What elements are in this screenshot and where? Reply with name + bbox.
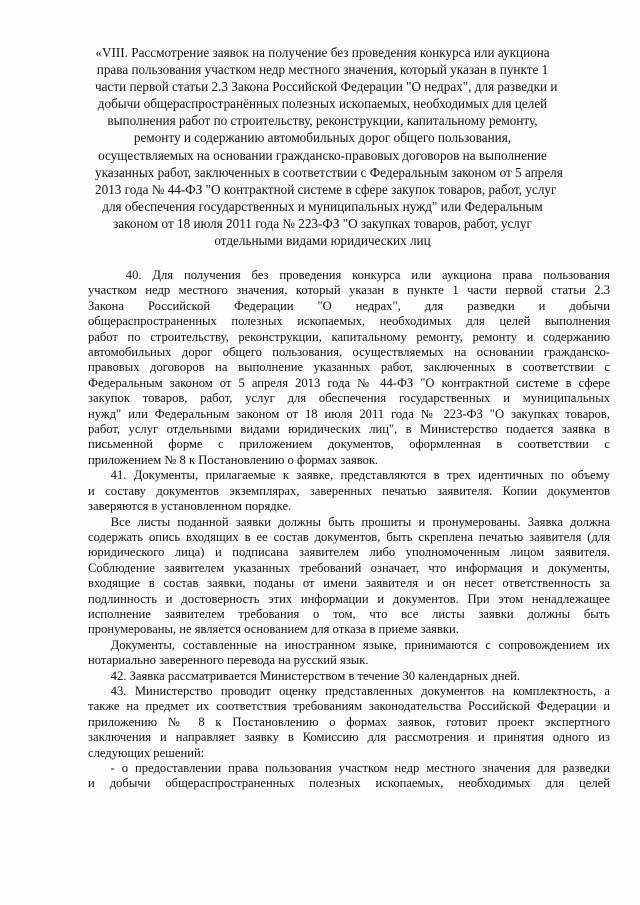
heading-line: указанных работ, заключенных в соответствии с Федеральным законом от 5 апреля [95, 164, 563, 180]
body-text-line: приложению № 8 к Постановлению о формах заявок, готовит проект экспертного [88, 714, 610, 729]
body-text-line: исполнение заявителем требования о том, что все листы заявки должны быть [88, 606, 610, 621]
body-text-line: автомобильных дорог общего пользования, осуществляемых на основании гражданско- [88, 345, 610, 360]
body-text-line: приложением № 8 к Постановлению о формах заявок. [88, 452, 379, 467]
body-text-line: работ по строительству, реконструкции, капитальному ремонту, ремонту и содержанию [88, 329, 610, 344]
heading-line: ремонту и содержанию автомобильных дорог общего пользования, [133, 130, 512, 146]
body-text-line: работ, услуг отдельными видами юридических лиц", в Министерство подается заявка в [88, 422, 610, 437]
body-text-line: Федеральным законом от 5 апреля 2013 года № 44-ФЗ "О контрактной системе в сфере [88, 375, 610, 390]
heading-line: части первой статьи 2.3 Закона Российской Федерации "О недрах", для разведки и [95, 79, 558, 95]
body-text-line: заверяются в установленном порядке. [88, 499, 292, 514]
body-text-line: также на предмет их соответствия требованиям законодательства Российской Федерации и [88, 699, 610, 714]
body-text-line: Соблюдение заявителем указанных требований означает, что информация и документы, [88, 560, 610, 575]
body-text-line: подлинность и достоверность этих информации и документов. При этом ненадлежащее [88, 591, 610, 606]
heading-line: отдельными видами юридических лиц [214, 233, 431, 249]
body-text-line: следующих решений: [88, 745, 205, 760]
heading-line: 2013 года № 44-ФЗ "О контрактной системе в сфере закупок товаров, работ, услуг [95, 181, 557, 197]
body-text-line: и составу документов экземплярах, заверенных печатью заявителя. Копии документов [88, 483, 610, 498]
heading-line: выполнения работ по строительству, реконструкции, капитальному ремонту, [107, 113, 538, 129]
body-text-line: нужд" или Федеральным законом от 18 июля 2011 года № 223-ФЗ "О закупках товаров, [88, 406, 610, 421]
body-text-line: 42. Заявка рассматривается Министерством в течение 30 календарных дней. [110, 668, 521, 683]
document-body [88, 268, 610, 792]
body-text-line: письменной форме с приложением документов, оформленная в соответствии с [88, 437, 610, 452]
body-text-line: закупок товаров, работ, услуг для обеспечения государственных и муниципальных [88, 391, 610, 406]
body-text-line: - о предоставлении права пользования участком недр местного значения для разведки [110, 761, 610, 775]
heading-line: законом от 18 июля 2011 года № 223-ФЗ "О закупках товаров, работ, услуг [113, 215, 532, 231]
body-text-line: 43. Министерство проводит оценку представленных документов на комплектность, а [110, 683, 610, 698]
body-text-line: содержать опись входящих в ее состав документов, быть скреплена печатью заявителя (для [88, 529, 610, 544]
body-text-line: и добычи общераспространенных полезных ископаемых, необходимых для целей [88, 776, 610, 791]
body-text-line: участком недр местного значения, который указан в пункте 1 части первой статьи 2.3 [88, 283, 610, 298]
body-text-line: пронумерованы, не является основанием для отказа в приеме заявки. [88, 622, 459, 637]
body-text-line: общераспространенных полезных ископаемых, необходимых для целей выполнения [88, 314, 610, 329]
body-text-line: Документы, составленные на иностранном языке, принимаются с сопровождением их [110, 637, 610, 652]
heading-line: «VIII. Рассмотрение заявок на получение без проведения конкурса или аукциона [95, 45, 550, 60]
section-heading [95, 44, 563, 249]
body-text-line: нотариально заверенного перевода на русский язык. [88, 653, 369, 668]
body-text-line: Закона Российской Федерации "О недрах", для разведки и добычи [88, 298, 610, 313]
body-text-line: юридического лица) и подписана заявителем либо уполномоченным лицом заявителя. [88, 545, 610, 560]
body-text-line: входящие в состав заявки, поданы от имени заявителя и он несет ответственность за [88, 576, 610, 591]
heading-line: для обеспечения государственных и муниципальных нужд" или Федеральным [102, 198, 543, 214]
body-text-line: 41. Документы, прилагаемые к заявке, представляются в трех идентичных по объему [110, 468, 610, 483]
body-text-line: Все листы поданной заявки должны быть прошиты и пронумерованы. Заявка должна [110, 514, 610, 529]
body-text-line: заключения и направляет заявку в Комиссию для рассмотрения и принятия одного из [88, 730, 610, 745]
body-text-line: 40. Для получения без проведения конкурса или аукциона права пользования [125, 268, 610, 282]
heading-line: права пользования участком недр местного значения, который указан в пункте 1 [96, 62, 549, 78]
heading-line: осуществляемых на основании гражданско-правовых договоров на выполнение [98, 147, 547, 163]
body-text-line: правовых договоров на выполнение указанных работ, заключенных в соответствии с [88, 360, 610, 375]
heading-line: добычи общераспространённых полезных ископаемых, необходимых для целей [97, 96, 548, 112]
